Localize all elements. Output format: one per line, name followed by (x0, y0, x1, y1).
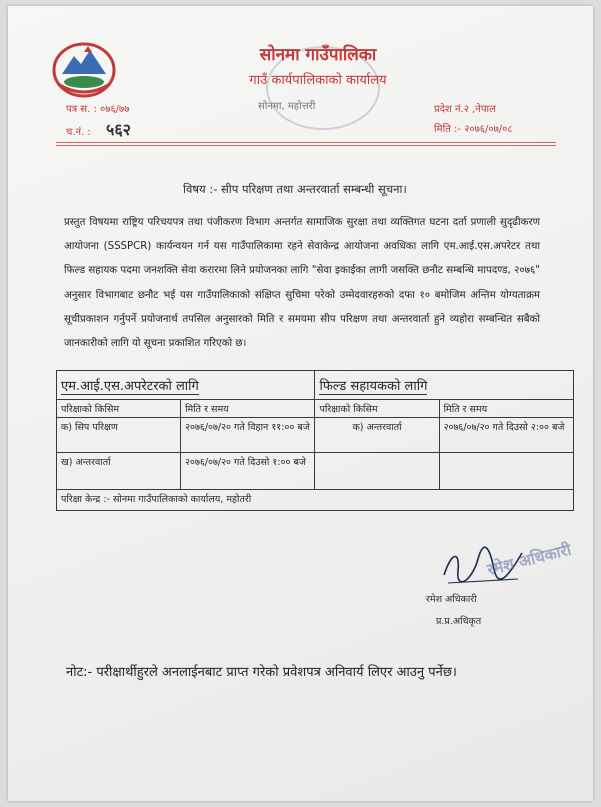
column-header-date-time: मिति र समय (439, 400, 573, 418)
province-date-block (434, 100, 513, 140)
dispatch-row (66, 120, 131, 143)
empty-cell (439, 453, 573, 490)
mis-operator-group-header: एम.आई.एस.अपरेटरको लागि (57, 371, 315, 400)
notice-footnote: नोट:- परीक्षार्थीहुरले अनलाईनबाट प्राप्त गरेको प्रवेशपत्र अनिवार्य लिएर आउनु पर्नेछ। (66, 665, 457, 680)
exam-type-cell: क) सिप परिक्षण (57, 418, 181, 453)
dispatch-label: च.नं. : (66, 127, 91, 138)
signatory-stamp: रमेश अधिकारी (485, 539, 574, 580)
column-header-date-time: मिति र समय (181, 400, 315, 418)
exam-type-cell: क) अन्तरवार्ता (315, 418, 439, 453)
letter-date: मिति :- २०७६/०७/०८ (434, 124, 513, 135)
column-header-exam-type: परिक्षाको किसिम (57, 400, 181, 418)
exam-type-cell: ख) अन्तरवार्ता (57, 453, 181, 490)
signatory-title: प्र.प्र.अधिकृत (436, 616, 482, 627)
field-assistant-group-header: फिल्ड सहायकको लागि (315, 371, 574, 400)
letterhead-divider (56, 145, 556, 146)
letterhead-divider (56, 142, 556, 143)
schedule-table (56, 370, 574, 511)
nepal-emblem-logo (48, 34, 120, 100)
notice-body: प्रस्तुत विषयमा राष्ट्रिय परिचयपत्र तथा पंजीकरण विभाग अन्तर्गत सामाजिक सुरक्षा तथा व्यक्तिगत घटना दर्ता प्रणाली सुदृढीकरण आयोजना (SSSPCR) कार्यन्वयन गर्न यस गाउँपालिकामा रहने सेवाकेन्द्र आयोजना अवधिका लागि एम.आई.एस.अपरेटर तथा फिल्ड सहायक पदमा जनशक्ति सेवा करारमा लिने प्रयोजनका लागि "सेवा इकाईका लागी जसक्ति छनौट सम्बन्धि मापदण्ड, २०७६" अनुसार विभागबाट छनौट भई यस गाउँपालिकाको संक्षिप्त सुचिमा परेको उम्मेदवारहरुको दफा १० बमोजिम अन्तिम योग्यताक्रम सूचीप्रकाशन गर्नुपर्ने प्रयोजनार्थ तपसिल अनुसारको मिति र समयमा सीप परिक्षण तथा अन्तरवार्ता हुने व्यहोरा सम्बन्धित सबैको जानकारीको लागि यो सूचना प्रकाशित गरिएको छ। (64, 217, 540, 350)
empty-cell (315, 453, 439, 490)
column-header-exam-type: परिक्षाको किसिम (315, 400, 439, 418)
office-address: सोनमा, महोत्तरी (258, 101, 316, 112)
subject-line: विषय :- सीप परिक्षण तथा अन्तरवार्ता सम्बन्धी सूचना। (183, 182, 407, 196)
office-name: सोनमा गाउँपालिका (259, 45, 377, 65)
reference-number: पत्र स. : ०७६/७७ (66, 104, 130, 115)
office-subtitle: गाउँ कार्यपालिकाको कार्यालय (249, 73, 387, 88)
exam-time-cell: २०७६/०७/२० गते दिउसो २:०० बजे (439, 418, 573, 453)
table-row (57, 453, 574, 490)
exam-center: परिक्षा केन्द्र :- सोनमा गाउँपालिकाको कार्यालय, महोतरी (57, 490, 574, 511)
reference-block (66, 100, 131, 143)
signatory-name: रमेश अधिकारी (426, 594, 477, 605)
table-row (57, 418, 574, 453)
province-label: प्रदेश नं.२ ,नेपाल (434, 104, 496, 115)
exam-time-cell: २०७६/०७/२० गते विहान ११:०० बजे (181, 418, 315, 453)
exam-time-cell: २०७६/०७/२० गते दिउसो १:०० बजे (181, 453, 315, 490)
dispatch-number: ५६२ (106, 120, 131, 139)
notice-document (8, 6, 593, 801)
